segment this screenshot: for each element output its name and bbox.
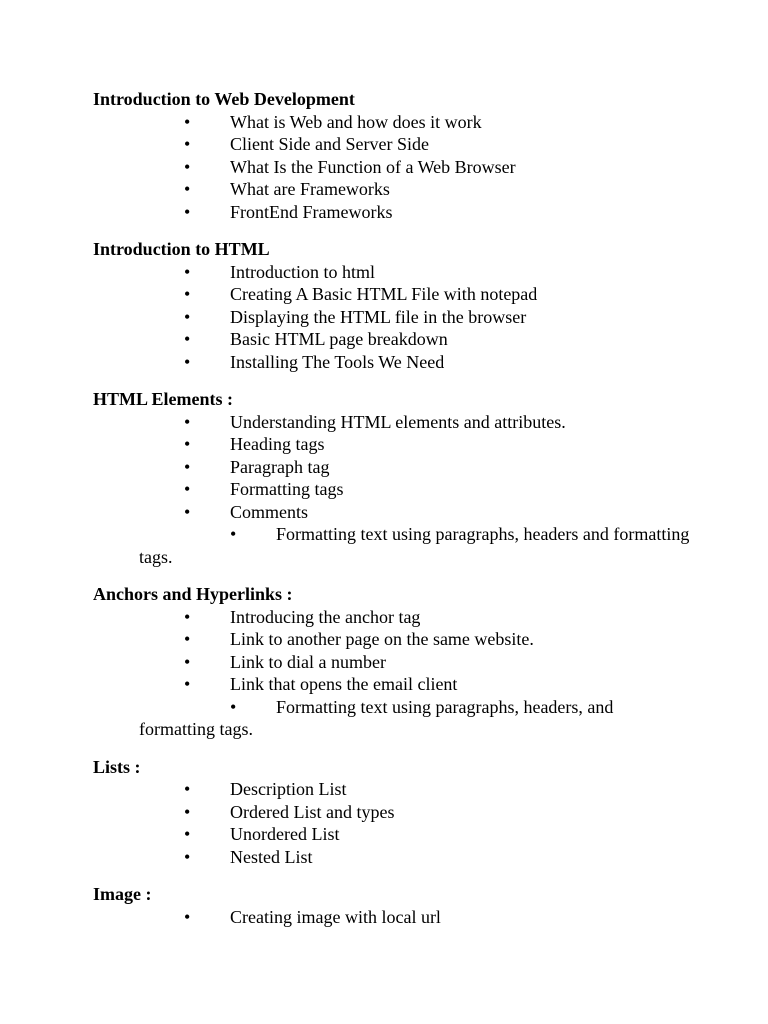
list-item-text: Basic HTML page breakdown [230, 329, 448, 349]
section-heading: Lists : [93, 756, 141, 777]
bullet-icon: • [184, 456, 191, 477]
bullet-icon: • [184, 479, 191, 499]
list-item [93, 501, 693, 524]
list-item [93, 651, 693, 674]
bullet-icon: • [184, 111, 191, 132]
bullet-icon: • [184, 779, 191, 799]
section-heading: HTML Elements : [93, 389, 233, 409]
bullet-icon: • [184, 846, 191, 867]
bullet-icon: • [230, 696, 237, 717]
list-item [93, 111, 693, 134]
bullet-icon: • [184, 306, 191, 327]
list-item-text: FrontEnd Frameworks [230, 201, 393, 222]
section-heading: Introduction to Web Development [93, 89, 355, 109]
list-item-text: Link to dial a number [230, 651, 386, 672]
list-item-text: Introducing the anchor tag [230, 606, 421, 627]
section-heading: Anchors and Hyperlinks : [93, 584, 293, 604]
list-item [93, 261, 693, 284]
bullet-icon: • [184, 801, 191, 822]
list-item-text: Formatting tags [230, 479, 344, 499]
section-intro-web-development [93, 88, 693, 223]
list-item-text: Formatting text using paragraphs, headers, and formatting tags. [139, 696, 614, 739]
bullet-icon: • [184, 179, 191, 199]
list-item [93, 328, 693, 351]
list-item-text: Comments [230, 501, 309, 522]
bullet-list [93, 261, 693, 374]
bullet-list [93, 411, 693, 569]
list-item [93, 156, 693, 179]
list-item [93, 411, 693, 434]
bullet-icon: • [184, 674, 191, 694]
section-intro-html [93, 238, 693, 373]
list-item [93, 823, 693, 846]
list-item [93, 478, 693, 501]
list-item [93, 801, 693, 824]
section-anchors-hyperlinks [93, 583, 693, 741]
bullet-icon: • [184, 411, 191, 432]
bullet-icon: • [184, 606, 191, 627]
bullet-icon: • [184, 201, 191, 222]
list-item-text: Client Side and Server Side [230, 134, 429, 154]
list-item-text: Creating A Basic HTML File with notepad [230, 284, 538, 304]
section-heading: Introduction to HTML [93, 239, 270, 259]
list-item [93, 628, 693, 651]
section-image [93, 883, 693, 928]
section-lists [93, 756, 693, 869]
bullet-icon: • [184, 134, 191, 154]
section-html-elements [93, 388, 693, 568]
bullet-icon: • [184, 434, 191, 454]
list-item [93, 456, 693, 479]
document-page [93, 88, 693, 943]
list-item [93, 673, 693, 696]
list-item [93, 306, 693, 329]
list-item-text: Link that opens the email client [230, 674, 458, 694]
list-item-text: Introduction to html [230, 261, 375, 282]
list-item [93, 178, 693, 201]
bullet-icon: • [184, 329, 191, 349]
list-item-text: What are Frameworks [230, 179, 390, 199]
list-item [93, 606, 693, 629]
list-item-text: Description List [230, 779, 347, 799]
list-item [93, 523, 693, 568]
list-item-text: What is Web and how does it work [230, 111, 482, 132]
bullet-list [93, 906, 693, 929]
bullet-icon: • [184, 824, 191, 844]
list-item-text: Link to another page on the same website. [230, 629, 534, 649]
list-item [93, 846, 693, 869]
bullet-icon: • [184, 501, 191, 522]
section-heading: Image : [93, 884, 152, 904]
list-item [93, 696, 693, 741]
list-item-text: Formatting text using paragraphs, headers and formatting tags. [139, 524, 690, 567]
list-item [93, 351, 693, 374]
list-item [93, 778, 693, 801]
bullet-icon: • [184, 906, 191, 927]
bullet-list [93, 111, 693, 224]
bullet-list [93, 778, 693, 868]
list-item [93, 133, 693, 156]
bullet-icon: • [184, 156, 191, 177]
list-item-text: Ordered List and types [230, 801, 395, 822]
list-item-text: What Is the Function of a Web Browser [230, 156, 516, 177]
list-item-text: Unordered List [230, 824, 340, 844]
list-item [93, 433, 693, 456]
list-item-text: Paragraph tag [230, 456, 330, 477]
bullet-icon: • [184, 651, 191, 672]
list-item [93, 283, 693, 306]
list-item-text: Heading tags [230, 434, 325, 454]
bullet-icon: • [230, 524, 237, 544]
list-item-text: Understanding HTML elements and attributes. [230, 411, 566, 432]
list-item [93, 906, 693, 929]
list-item-text: Displaying the HTML file in the browser [230, 306, 527, 327]
bullet-icon: • [184, 261, 191, 282]
bullet-icon: • [184, 284, 191, 304]
list-item-text: Installing The Tools We Need [230, 351, 445, 372]
list-item [93, 201, 693, 224]
bullet-list [93, 606, 693, 741]
bullet-icon: • [184, 351, 191, 372]
list-item-text: Creating image with local url [230, 906, 441, 927]
list-item-text: Nested List [230, 846, 313, 867]
bullet-icon: • [184, 629, 191, 649]
